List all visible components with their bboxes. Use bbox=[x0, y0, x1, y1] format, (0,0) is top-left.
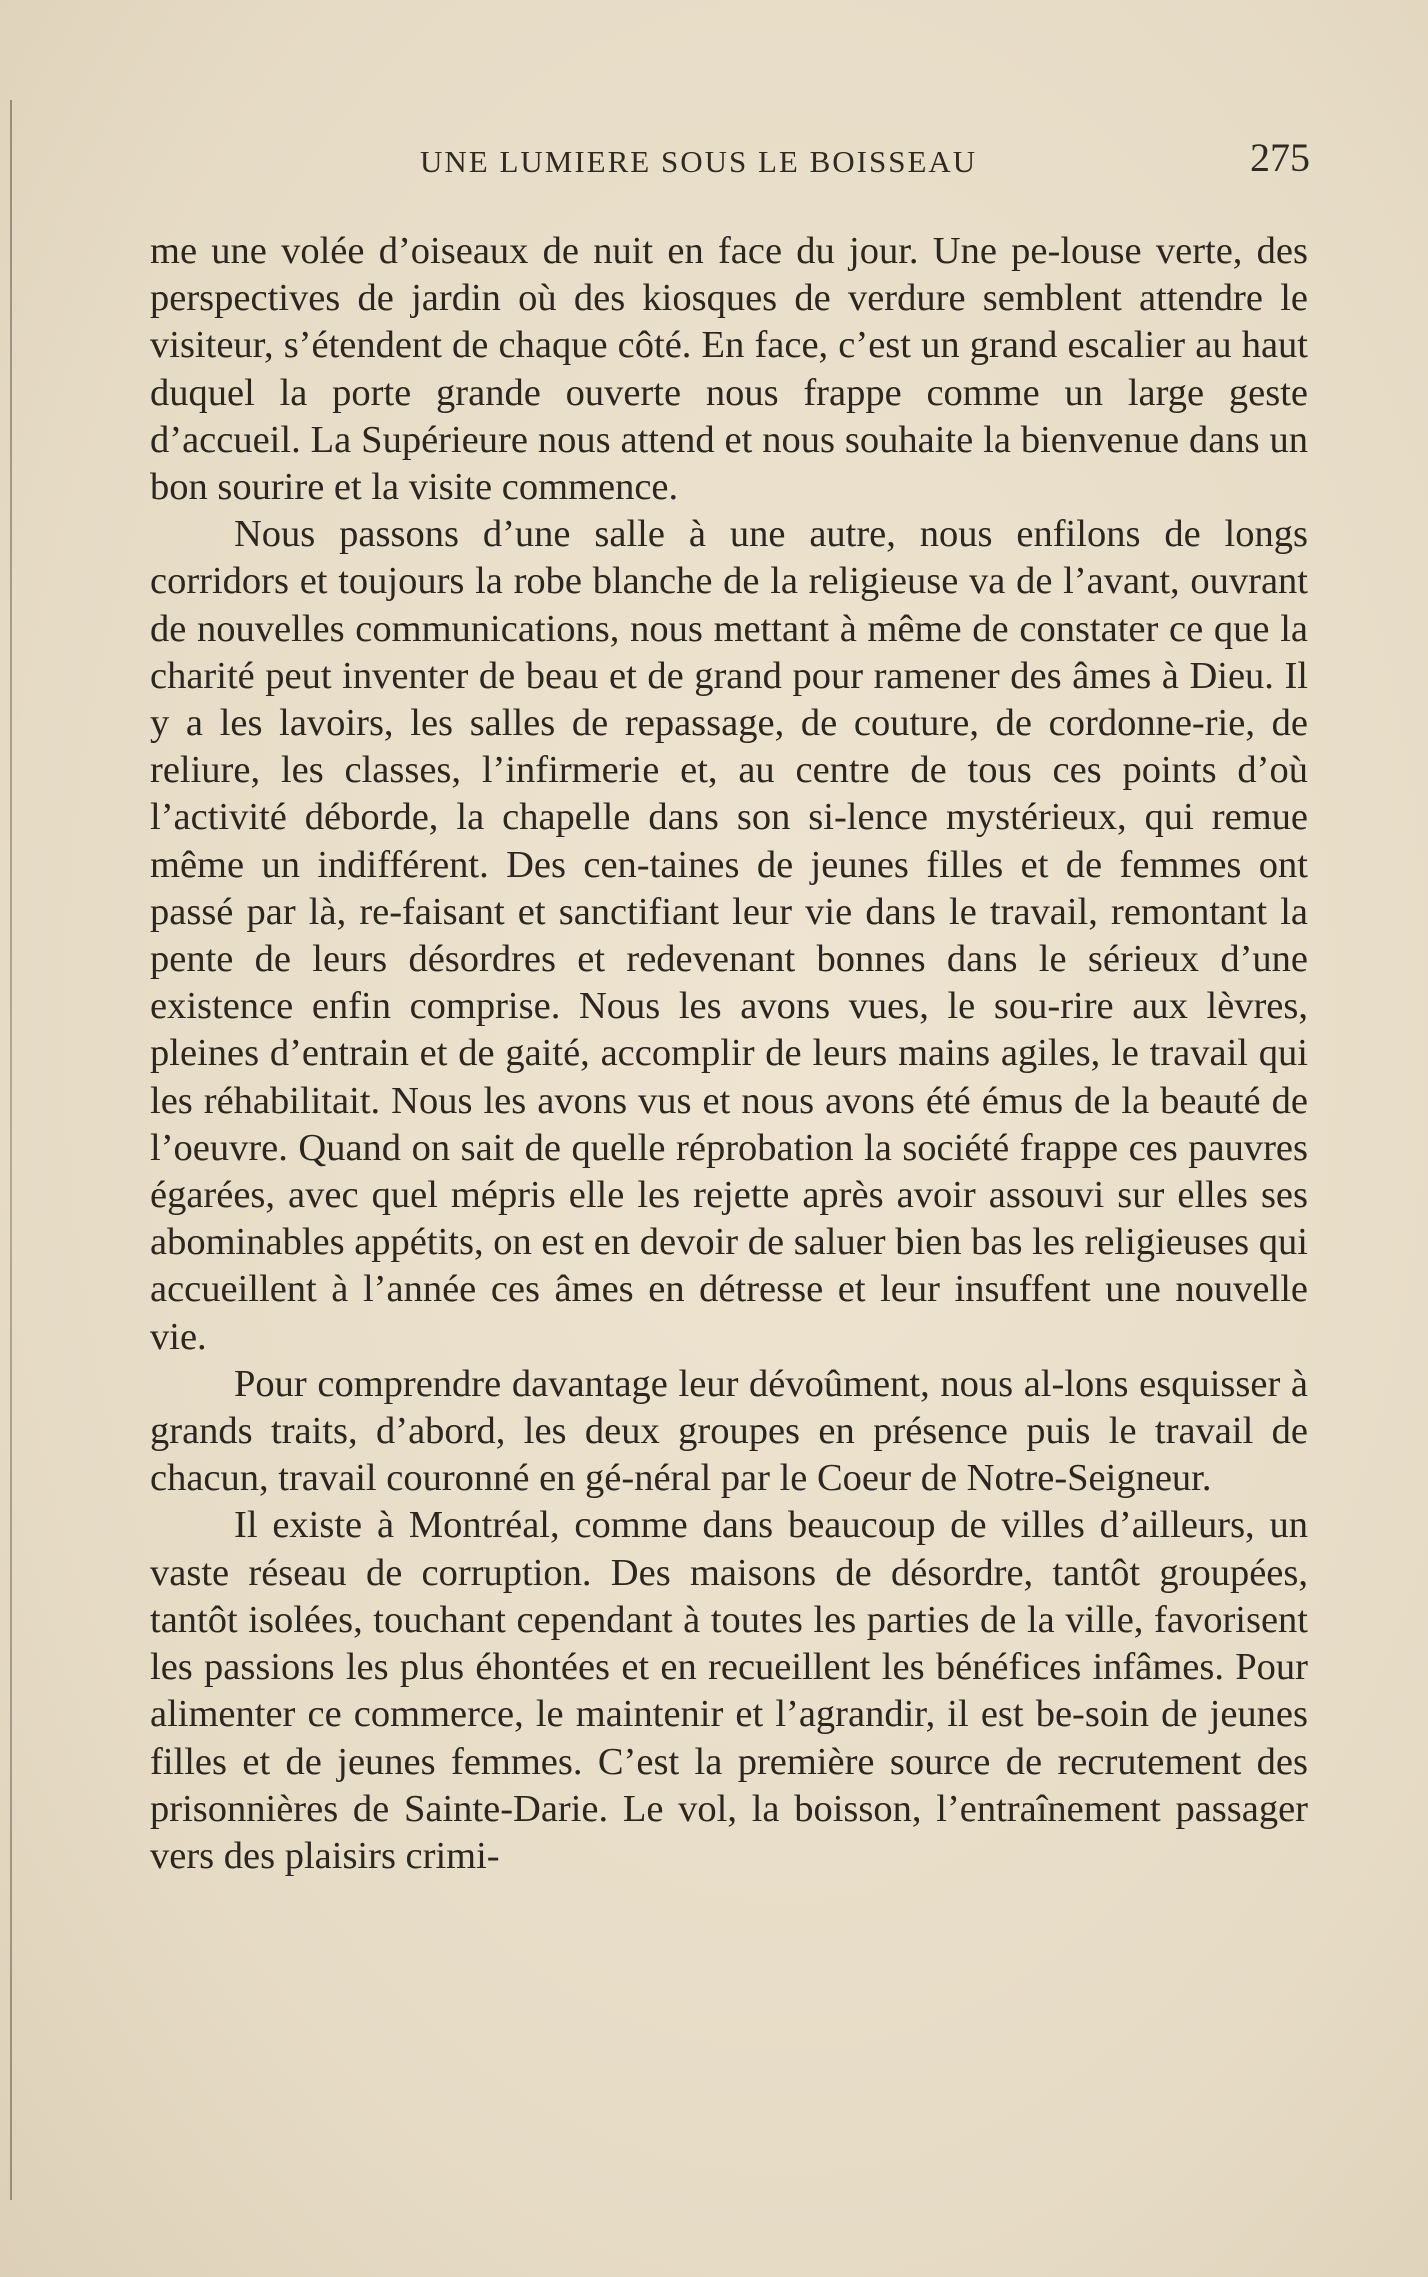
paragraph: me une volée d’oiseaux de nuit en face du jour. Une pe-louse verte, des perspectives de jardin où des kiosques de verdure semblent attendre le visiteur, s’étendent de chaque côté. En face, c’est un grand escalier au haut duquel la porte grande ouverte nous frappe comme un large geste d’accueil. La Supérieure nous attend et nous souhaite la bienvenue dans un bon sourire et la visite commence. bbox=[150, 230, 1308, 509]
body-text bbox=[150, 228, 1308, 1880]
paragraph: Pour comprendre davantage leur dévoûment, nous al-lons esquisser à grands traits, d’abord, les deux groupes en présence puis le travail de chacun, travail couronné en gé-néral par le Coeur de Notre-Seigneur. bbox=[150, 1362, 1308, 1500]
paragraph: Nous passons d’une salle à une autre, nous enfilons de longs corridors et toujours la robe blanche de la religieuse va de l’avant, ouvrant de nouvelles communications, nous mettant à même de constater ce que la charité peut inventer de beau et de grand pour ramener des âmes à Dieu. Il y a les lavoirs, les salles de repassage, de couture, de cordonne-rie, de reliure, les classes, l’infirmerie et, au centre de tous ces points d’où l’activité déborde, la chapelle dans son si-lence mystérieux, qui remue même un indifférent. Des cen-taines de jeunes filles et de femmes ont passé par là, re-faisant et sanctifiant leur vie dans le travail, remontant la pente de leurs désordres et redevenant bonnes dans le sérieux d’une existence enfin comprise. Nous les avons vues, le sou-rire aux lèvres, pleines d’entrain et de gaité, accomplir de leurs mains agiles, le travail qui les réhabilitait. Nous les avons vus et nous avons été émus de la beauté de l’oeuvre. Quand on sait de quelle réprobation la société frappe ces pauvres égarées, avec quel mépris elle les rejette après avoir assouvi sur elles ses abominables appétits, on est en devoir de saluer bien bas les religieuses qui accueillent à l’année ces âmes en détresse et leur insuffent une nouvelle vie. bbox=[150, 513, 1308, 1358]
page-number: 275 bbox=[1250, 135, 1310, 180]
page-header bbox=[150, 130, 1310, 190]
paragraph: Il existe à Montréal, comme dans beaucoup de villes d’ailleurs, un vaste réseau de corruption. Des maisons de désordre, tantôt groupées, tantôt isolées, touchant cependant à toutes les parties de la ville, favorisent les passions les plus éhontées et en recueillent les bénéfices infâmes. Pour alimenter ce commerce, le maintenir et l’agrandir, il est be-soin de jeunes filles et de jeunes femmes. C’est la première source de recrutement des prisonnières de Sainte-Darie. Le vol, la boisson, l’entraînement passager vers des plaisirs crimi- bbox=[150, 1504, 1308, 1877]
running-title: UNE LUMIERE SOUS LE BOISSEAU bbox=[420, 144, 978, 179]
page-binding-edge bbox=[10, 100, 12, 2200]
